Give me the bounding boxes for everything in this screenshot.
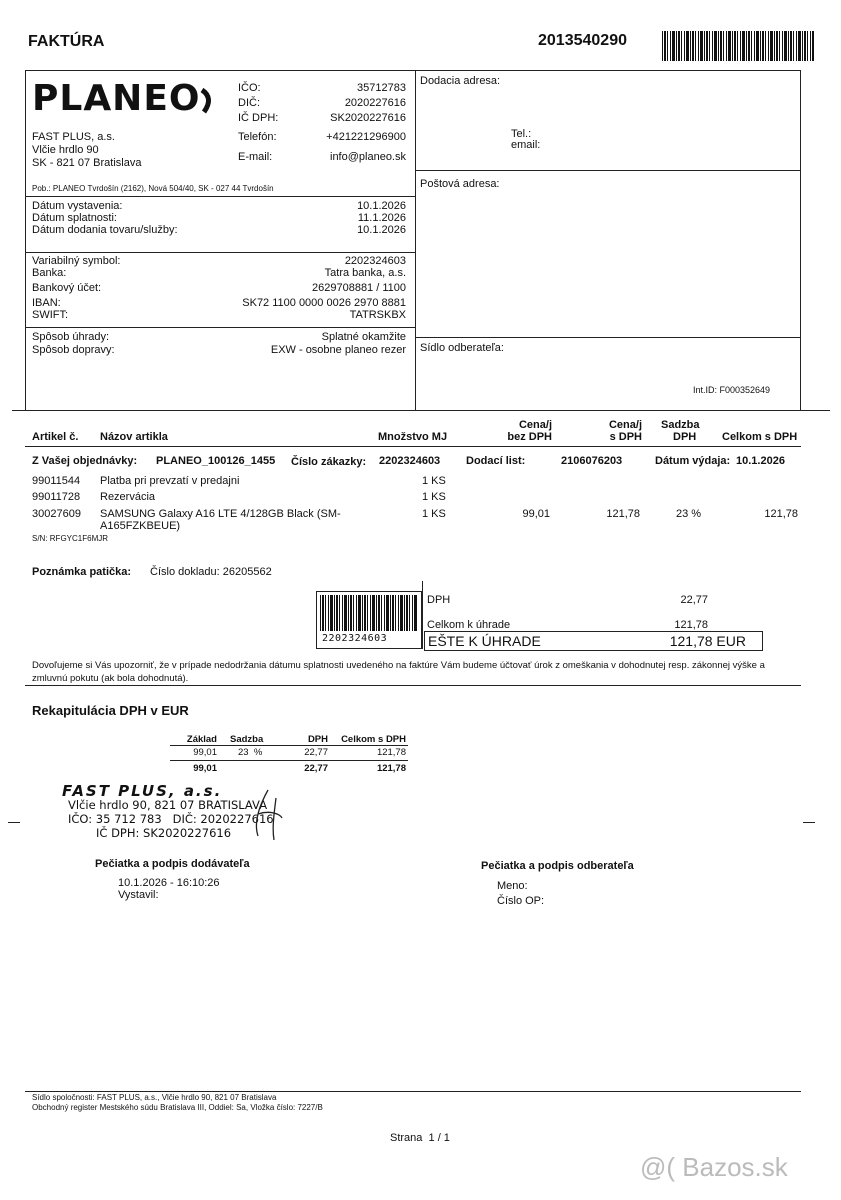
- summary-total-value: 121,78: [674, 619, 708, 631]
- watermark: [640, 1152, 788, 1183]
- right-margin-tick: [803, 822, 815, 823]
- supplier-signature: [250, 784, 290, 844]
- invoice-number: 2013540290: [538, 32, 627, 49]
- col-price-gross-2: s DPH: [609, 431, 642, 443]
- account-value: 2629708881 / 1100: [312, 282, 406, 294]
- recap-h-rate: Sadzba: [230, 734, 264, 745]
- table-header-rule: [25, 446, 801, 447]
- email-label: E-mail:: [238, 151, 273, 163]
- item-serial-number: S/N: RFGYC1F6MJR: [32, 534, 109, 543]
- recap-h-vat: DPH: [307, 734, 328, 745]
- left-margin-tick: [8, 822, 20, 823]
- bank-label: Banka:: [32, 267, 67, 279]
- item-code: 99011728: [32, 491, 81, 503]
- contract-number: 2202324603: [379, 455, 441, 467]
- item-qty: 1 KS: [422, 475, 446, 487]
- company-register: Obchodný register Mestského súdu Bratislava III, Oddiel: Sa, Vložka číslo: 7227/B: [32, 1103, 323, 1112]
- header-separator: [12, 410, 830, 411]
- due-date-label: Dátum splatnosti:: [32, 212, 117, 224]
- delivery-note-label: Dodací list:: [466, 455, 526, 467]
- recap-sum-base: 99,01: [193, 763, 217, 774]
- internal-id: Int.ID: F000352649: [693, 385, 771, 395]
- col-price-net-2: bez DPH: [507, 431, 552, 443]
- late-payment-notice-2: zmluvnú pokutu (ak bola dohodnutá).: [32, 673, 189, 684]
- postal-address-box: [415, 170, 801, 338]
- supplier-datetime: 10.1.2026 - 16:10:26: [118, 877, 220, 889]
- email-value: info@planeo.sk: [330, 151, 406, 163]
- order-label: Z Vašej objednávky:: [32, 455, 138, 467]
- dic-label: DIČ:: [238, 97, 260, 109]
- stamp-vat: IČ DPH: SK2020227616: [96, 826, 232, 840]
- customer-name-label: Meno:: [497, 880, 528, 892]
- col-name: Názov artikla: [100, 431, 168, 443]
- bank-value: Tatra banka, a.s.: [324, 267, 406, 279]
- recap-row-base: 99,01: [193, 747, 217, 758]
- recap-sum-total: 121,78: [376, 763, 406, 774]
- summary-divider: [422, 581, 423, 649]
- summary-barcode: [320, 595, 418, 631]
- vs-label: Variabilný symbol:: [32, 255, 121, 267]
- recap-header-rule: [170, 745, 408, 746]
- footer-rule: [25, 1091, 801, 1092]
- customer-signature-label: Pečiatka a podpis odberateľa: [481, 860, 634, 872]
- col-price-net-1: Cena/j: [518, 419, 552, 431]
- issue-date-label: Dátum vystavenia:: [32, 200, 123, 212]
- recap-row-rate: 23 %: [238, 747, 263, 758]
- stamp-company: FAST PLUS, a.s.: [62, 782, 223, 800]
- planeo-logo-swoosh: [202, 90, 209, 112]
- item-vat-rate: 23 %: [676, 508, 702, 520]
- late-payment-notice-1: Dovoľujeme si Vás upozorniť, že v prípade nedodržania dátumu splatnosti uvedeného na faktúre Vám budeme účtovať úrok z omeškania v dohodnutej resp. zákonnej výške a: [32, 660, 765, 671]
- item-name: SAMSUNG Galaxy A16 LTE 4/128GB Black (SM-: [100, 508, 341, 520]
- item-qty: 1 KS: [422, 491, 446, 503]
- order-number: PLANEO_100126_1455: [156, 455, 276, 467]
- swift-value: TATRSKBX: [349, 309, 406, 321]
- icdph-value: SK2020227616: [330, 112, 406, 124]
- footnote-label: Poznámka patička:: [32, 566, 132, 578]
- contract-label: Číslo zákazky:: [291, 456, 367, 468]
- summary-vat-label: DPH: [427, 594, 451, 606]
- amount-due-value: 121,78 EUR: [669, 633, 746, 649]
- phone-value: +421221296900: [326, 131, 406, 143]
- customer-id-label: Číslo OP:: [497, 895, 545, 907]
- postal-address-label: Poštová adresa:: [420, 178, 500, 190]
- col-article: Artikel č.: [32, 431, 79, 443]
- watermark-text: Bazos.sk: [682, 1152, 788, 1182]
- stamp-address: Vlčie hrdlo 90, 821 07 BRATISLAVA: [68, 798, 268, 812]
- phone-label: Telefón:: [238, 131, 277, 143]
- vs-value: 2202324603: [344, 255, 406, 267]
- invoice-title: FAKTÚRA: [28, 33, 105, 50]
- supplier-signature-label: Pečiatka a podpis dodávateľa: [95, 858, 250, 870]
- col-rate-1: Sadzba: [661, 419, 700, 431]
- summary-barcode-text: 2202324603: [322, 633, 388, 644]
- dic-value: 2020227616: [344, 97, 406, 109]
- branch-line: Pob.: PLANEO Tvrdošín (2162), Nová 504/40, SK - 027 44 Tvrdošín: [32, 184, 274, 193]
- payment-method-value: Splatné okamžite: [321, 331, 406, 343]
- seller-street: Vlčie hrdlo 90: [32, 144, 99, 156]
- recap-h-base: Základ: [186, 734, 217, 745]
- delivery-address-label: Dodacia adresa:: [420, 75, 501, 87]
- issue-date-value: 10.1.2026: [357, 200, 406, 212]
- recap-row-total: 121,78: [376, 747, 406, 758]
- item-code: 30027609: [32, 508, 81, 520]
- recap-sum-vat: 22,77: [304, 763, 328, 774]
- account-label: Bankový účet:: [32, 282, 102, 294]
- item-total: 121,78: [764, 508, 798, 520]
- right-border-lower: [800, 337, 801, 411]
- icdph-label: IČ DPH:: [238, 112, 279, 124]
- transport-label: Spôsob dopravy:: [32, 344, 115, 356]
- amount-due-label: EŠTE K ÚHRADE: [428, 633, 541, 649]
- recap-h-total: Celkom s DPH: [341, 734, 406, 745]
- page-number: Strana 1 / 1: [390, 1132, 450, 1144]
- col-qty: Množstvo MJ: [378, 431, 448, 443]
- item-price-net: 99,01: [522, 508, 550, 520]
- item-qty: 1 KS: [422, 508, 446, 520]
- header-barcode: [662, 31, 814, 61]
- iban-value: SK72 1100 0000 0026 2970 8881: [242, 297, 406, 309]
- ico-value: 35712783: [357, 82, 406, 94]
- delivery-email-label: email:: [511, 139, 541, 151]
- col-rate-2: DPH: [673, 431, 697, 443]
- transport-value: EXW - osobne planeo rezer: [270, 344, 406, 356]
- delivery-tel-label: Tel.:: [511, 128, 532, 140]
- dispatch-date-label: Dátum výdaja:: [655, 455, 731, 467]
- notice-rule: [25, 685, 801, 686]
- recap-row-vat: 22,77: [304, 747, 328, 758]
- recap-sum-rule: [170, 760, 408, 761]
- item-price-gross: 121,78: [606, 508, 640, 520]
- seller-city: SK - 821 07 Bratislava: [32, 157, 142, 169]
- item-name: Platba pri prevzatí v predajni: [100, 475, 240, 487]
- issued-by-label: Vystavil:: [118, 889, 159, 901]
- summary-vat-value: 22,77: [680, 594, 708, 606]
- due-date-value: 11.1.2026: [357, 212, 406, 224]
- vat-recap-title: Rekapitulácia DPH v EUR: [32, 703, 189, 718]
- col-total: Celkom s DPH: [722, 431, 798, 443]
- item-name: Rezervácia: [100, 491, 156, 503]
- dispatch-date: 10.1.2026: [736, 455, 785, 467]
- company-seat: Sídlo spoločnosti: FAST PLUS, a.s., Vlčie hrdlo 90, 821 07 Bratislava: [32, 1093, 277, 1102]
- planeo-logo: [32, 78, 222, 118]
- seller-name: FAST PLUS, a.s.: [32, 131, 115, 143]
- ico-label: IČO:: [238, 82, 261, 94]
- planeo-logo-text: PLANEO: [32, 78, 201, 118]
- iban-label: IBAN:: [32, 297, 61, 309]
- summary-total-label: Celkom k úhrade: [427, 619, 511, 631]
- stamp-ids: IČO: 35 712 783 DIČ: 2020227616: [68, 812, 274, 826]
- supply-date-label: Dátum dodania tovaru/služby:: [32, 224, 178, 236]
- item-name-continued: A165FZKBEUE): [100, 520, 181, 532]
- delivery-note-number: 2106076203: [561, 455, 623, 467]
- item-code: 99011544: [32, 475, 81, 487]
- customer-seat-label: Sídlo odberateľa:: [420, 342, 504, 354]
- footnote-text: Číslo dokladu: 26205562: [150, 566, 272, 578]
- swift-label: SWIFT:: [32, 309, 69, 321]
- watermark-icon: @(: [640, 1152, 676, 1182]
- payment-method-label: Spôsob úhrady:: [32, 331, 110, 343]
- supply-date-value: 10.1.2026: [357, 224, 406, 236]
- col-price-gross-1: Cena/j: [608, 419, 642, 431]
